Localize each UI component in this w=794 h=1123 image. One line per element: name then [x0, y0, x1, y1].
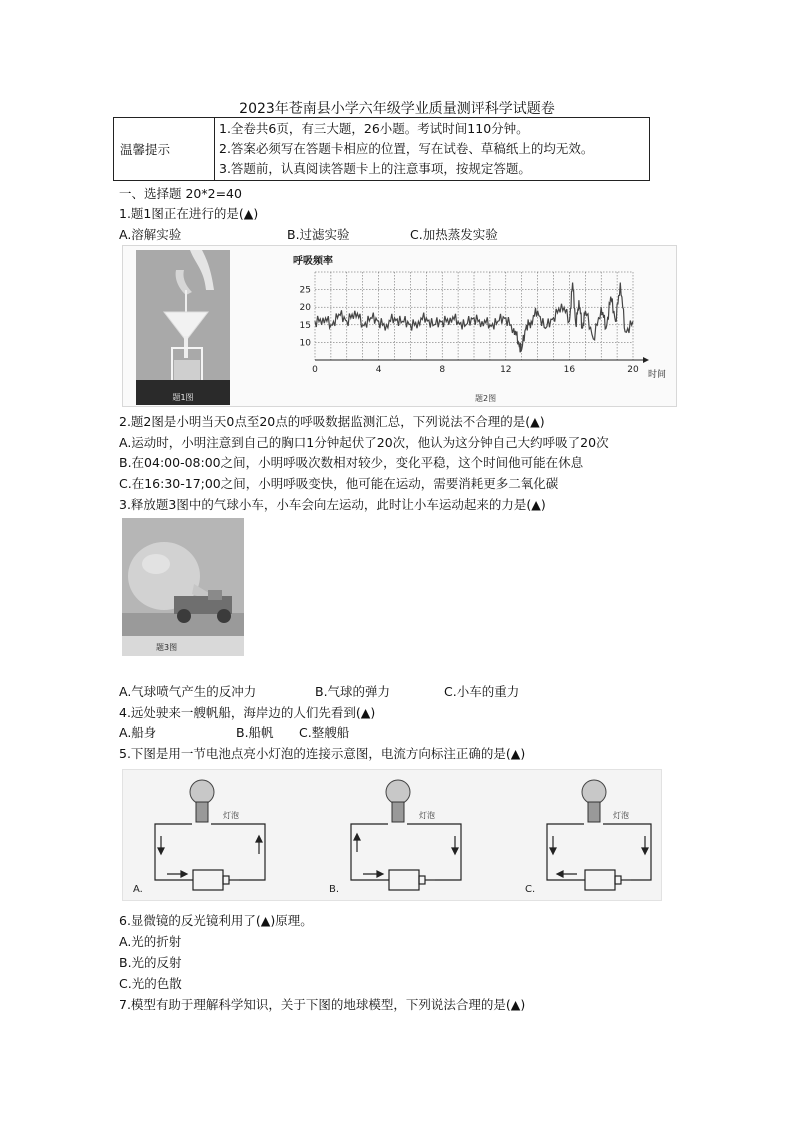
section-heading: 一、选择题 20*2=40 — [119, 186, 242, 201]
q4-option-b: B.船帆 — [236, 725, 274, 740]
page-title: 2023年苍南县小学六年级学业质量测评科学试题卷 — [239, 101, 555, 117]
circuit-panel-b — [323, 774, 493, 898]
chart-caption: 题2图 — [475, 394, 497, 403]
q3-option-c: C.小车的重力 — [444, 684, 520, 699]
chart-y-tick: 15 — [299, 320, 311, 331]
tips-lines — [215, 118, 650, 181]
chart-y-tick: 10 — [299, 338, 311, 349]
bulb-label-c: 灯泡 — [613, 811, 629, 820]
circuit-panel-c — [519, 774, 659, 898]
chart-x-axis-arrow — [643, 357, 649, 363]
circuit-figure — [122, 769, 662, 901]
chart-x-tick: 16 — [563, 365, 576, 375]
tips-line-3: 3.答题前，认真阅读答题卡上的注意事项，按规定答题。 — [219, 161, 531, 176]
q1-option-a: A.溶解实验 — [119, 227, 182, 242]
balloon-car-photo — [122, 518, 244, 656]
q6-option-a: A.光的折射 — [119, 934, 182, 949]
panel-label-c: C. — [525, 884, 536, 895]
fig1-caption: 题1图 — [172, 393, 194, 402]
bulb-label-a: 灯泡 — [223, 811, 239, 820]
q2-stem: 2.题2图是小明当天0点至20点的呼吸数据监测汇总，下列说法不合理的是(▲) — [119, 414, 545, 429]
q6-stem: 6.显微镜的反光镜利用了(▲)原理。 — [119, 913, 313, 928]
chart-x-tick: 8 — [439, 365, 446, 375]
chart-title: 呼吸频率 — [293, 256, 333, 267]
q6-option-b: B.光的反射 — [119, 955, 182, 970]
chart-x-label: 时间 — [648, 370, 667, 380]
q1-option-b: B.过滤实验 — [287, 227, 350, 242]
q7-stem: 7.模型有助于理解科学知识，关于下图的地球模型，下列说法合理的是(▲) — [119, 997, 526, 1012]
q4-stem: 4.远处驶来一艘帆船，海岸边的人们先看到(▲) — [119, 705, 376, 720]
tips-line-1: 1.全卷共6页，有三大题，26小题。考试时间110分钟。 — [219, 121, 529, 136]
bulb-label-b: 灯泡 — [419, 811, 435, 820]
q5-stem: 5.下图是用一节电池点亮小灯泡的连接示意图，电流方向标注正确的是(▲) — [119, 746, 526, 761]
tips-table — [113, 117, 650, 181]
q1-stem: 1.题1图正在进行的是(▲) — [119, 206, 259, 221]
tips-label: 温馨提示 — [114, 118, 215, 181]
filtration-photo — [136, 250, 230, 405]
q2-option-a: A.运动时，小明注意到自己的胸口1分钟起伏了20次，他认为这分钟自己大约呼吸了20次 — [119, 435, 609, 450]
q1-option-c: C.加热蒸发实验 — [410, 227, 498, 242]
chart-y-tick: 20 — [299, 303, 311, 314]
q3-stem: 3.释放题3图中的气球小车，小车会向左运动，此时让小车运动起来的力是(▲) — [119, 497, 546, 512]
chart-x-tick: 0 — [312, 365, 318, 375]
chart-x-tick: 4 — [375, 365, 382, 375]
chart-x-tick: 12 — [500, 365, 512, 375]
q2-option-c: C.在16:30-17;00之间，小明呼吸变快，他可能在运动，需要消耗更多二氧化碳 — [119, 476, 559, 491]
q4-option-c: C.整艘船 — [299, 725, 350, 740]
panel-label-a: A. — [133, 884, 143, 895]
q3-option-b: B.气球的弹力 — [315, 684, 391, 699]
breathing-chart — [285, 250, 675, 407]
circuit-panel-a — [127, 774, 297, 898]
fig3-caption: 题3图 — [156, 643, 178, 652]
q4-option-a: A.船身 — [119, 725, 157, 740]
q6-option-c: C.光的色散 — [119, 976, 182, 991]
chart-y-tick: 25 — [299, 285, 311, 296]
q2-option-b: B.在04:00-08:00之间，小明呼吸次数相对较少，变化平稳，这个时间他可能在休息 — [119, 455, 584, 470]
panel-label-b: B. — [329, 884, 340, 895]
chart-x-tick: 20 — [627, 365, 639, 375]
q3-option-a: A.气球喷气产生的反冲力 — [119, 684, 257, 699]
tips-line-2: 2.答案必须写在答题卡相应的位置，写在试卷、草稿纸上的均无效。 — [219, 141, 594, 156]
